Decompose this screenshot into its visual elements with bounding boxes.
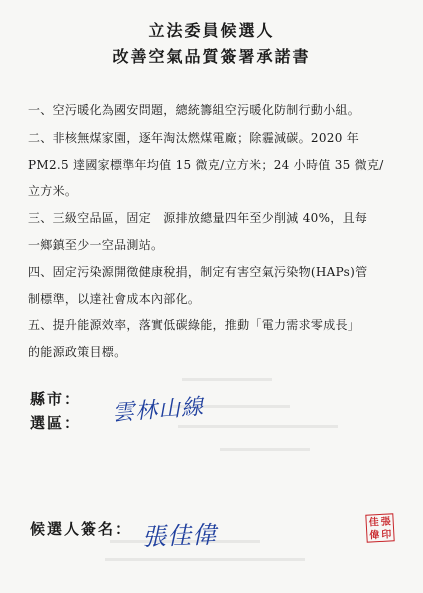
seal-char: 佳 — [368, 517, 380, 529]
seal-char: 印 — [381, 529, 392, 541]
pledge-line-8: 制標準，以達社會成本內部化。 — [28, 292, 201, 306]
pledge-line-4: 立方米。 — [28, 184, 78, 198]
pledge-line-1: 一、空污暖化為國安問題，總統籌組空污暖化防制行動小組。 — [28, 103, 361, 117]
pledge-line-9: 五、提升能源效率，落實低碳綠能，推動「電力需求零成長」 — [28, 318, 361, 332]
district-label: 選區： — [30, 414, 82, 432]
bleed-through-mark — [182, 378, 272, 381]
pledge-line-6: 一鄉鎮至少一空品測站。 — [28, 238, 164, 252]
seal-char: 偉 — [369, 530, 380, 542]
pledge-line-2: 二、非核無煤家園，逐年淘汰燃煤電廠；除霾減碳。2020 年 — [28, 131, 360, 145]
pledge-line-3: PM2.5 達國家標準年均值 15 微克/立方米；24 小時值 35 微克/ — [28, 158, 384, 172]
candidate-seal-stamp — [365, 513, 394, 542]
pledge-line-5: 三、三級空品區，固定 源排放總量四年至少削減 40%，且每 — [28, 211, 368, 225]
city-label: 縣市： — [30, 390, 82, 408]
seal-char: 張 — [380, 516, 391, 528]
pledge-line-7: 四、固定污染源開徵健康稅捐，制定有害空氣污染物(HAPs)管 — [28, 265, 368, 279]
bleed-through-mark — [178, 425, 338, 428]
bleed-through-mark — [105, 558, 305, 561]
document-subtitle: 改善空氣品質簽署承諾書 — [112, 47, 311, 66]
bleed-through-mark — [220, 448, 310, 451]
district-handwritten-value: 雲林山線 — [111, 394, 205, 427]
document-title: 立法委員候選人 — [148, 21, 275, 40]
signature-label: 候選人簽名： — [30, 520, 133, 538]
pledge-line-10: 的能源政策目標。 — [28, 345, 127, 359]
candidate-signature: 張佳偉 — [141, 520, 218, 552]
